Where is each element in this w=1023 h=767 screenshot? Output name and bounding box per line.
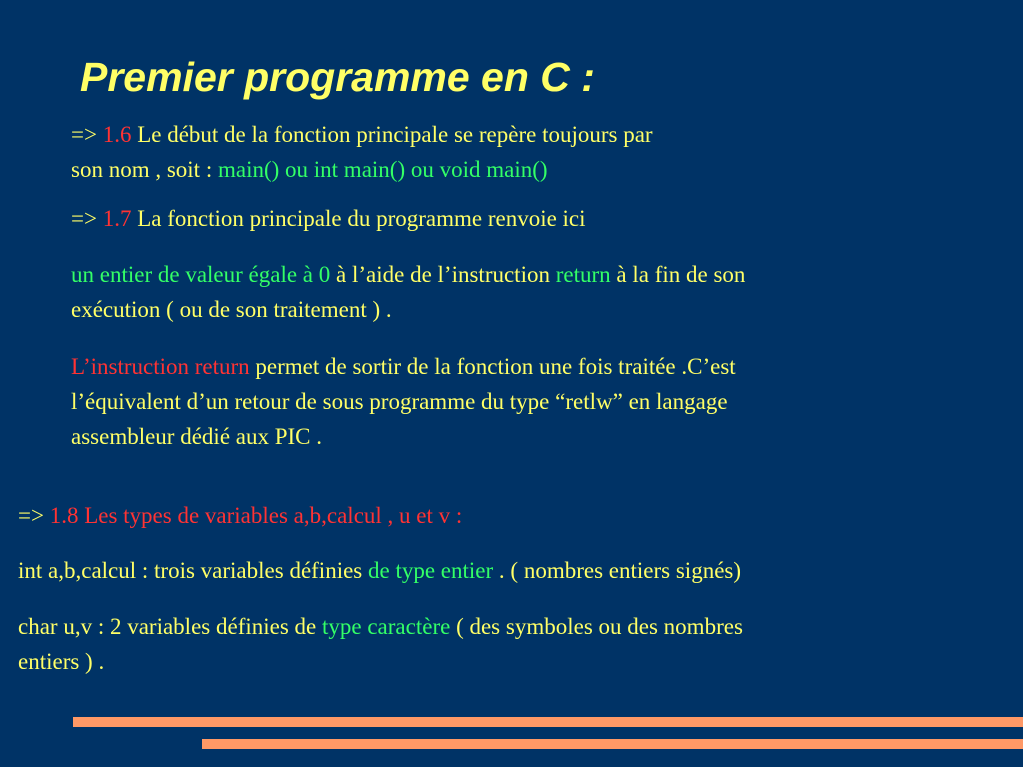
paragraph-text: Le début de la fonction principale se repère toujours par xyxy=(131,122,653,147)
paragraph-text: à la fin de son xyxy=(610,262,746,287)
paragraph-text: assembleur dédié aux PIC . xyxy=(71,424,323,449)
paragraph-text: . ( nombres entiers signés) xyxy=(493,558,742,583)
highlight-text: de type entier xyxy=(368,558,494,583)
paragraph-int-variables xyxy=(18,553,741,588)
highlight-text: return xyxy=(555,262,611,287)
paragraph-text: à l’aide de l’instruction xyxy=(330,262,556,287)
paragraph-return-instruction xyxy=(71,349,736,454)
highlight-text: L’instruction return xyxy=(71,354,250,379)
paragraph-text: permet de sortir de la fonction une fois traitée .C’est xyxy=(249,354,736,379)
decorative-stripe-top xyxy=(73,717,1023,727)
paragraph-main-function xyxy=(71,117,653,187)
section-number: 1.6 xyxy=(102,122,132,147)
paragraph-variable-types xyxy=(18,498,462,533)
section-heading: 1.8 Les types de variables a,b,calcul , u et v : xyxy=(49,503,463,528)
highlight-text: un entier de valeur égale à 0 xyxy=(71,262,331,287)
slide-title: Premier programme en C : xyxy=(80,54,595,100)
paragraph-text: int a,b,calcul : trois variables définies xyxy=(18,558,368,583)
decorative-stripe-bottom xyxy=(202,739,1023,749)
paragraph-text: entiers ) . xyxy=(18,649,105,674)
paragraph-text: char u,v : 2 variables définies de xyxy=(18,614,322,639)
paragraph-text: La fonction principale du programme renvoie ici xyxy=(131,206,586,231)
arrow-marker: => xyxy=(18,503,50,528)
paragraph-integer-return xyxy=(71,257,745,327)
paragraph-text: son nom , soit : xyxy=(71,157,218,182)
paragraph-char-variables xyxy=(18,609,743,679)
highlight-text: type caractère xyxy=(322,614,451,639)
arrow-marker: => xyxy=(71,122,103,147)
paragraph-return-value xyxy=(71,201,586,236)
highlight-text: main() ou int main() ou void main() xyxy=(217,157,548,182)
arrow-marker: => xyxy=(71,206,103,231)
paragraph-text: ( des symboles ou des nombres xyxy=(450,614,743,639)
paragraph-text: l’équivalent d’un retour de sous programme du type “retlw” en langage xyxy=(71,389,728,414)
section-number: 1.7 xyxy=(102,206,132,231)
paragraph-text: exécution ( ou de son traitement ) . xyxy=(71,297,392,322)
